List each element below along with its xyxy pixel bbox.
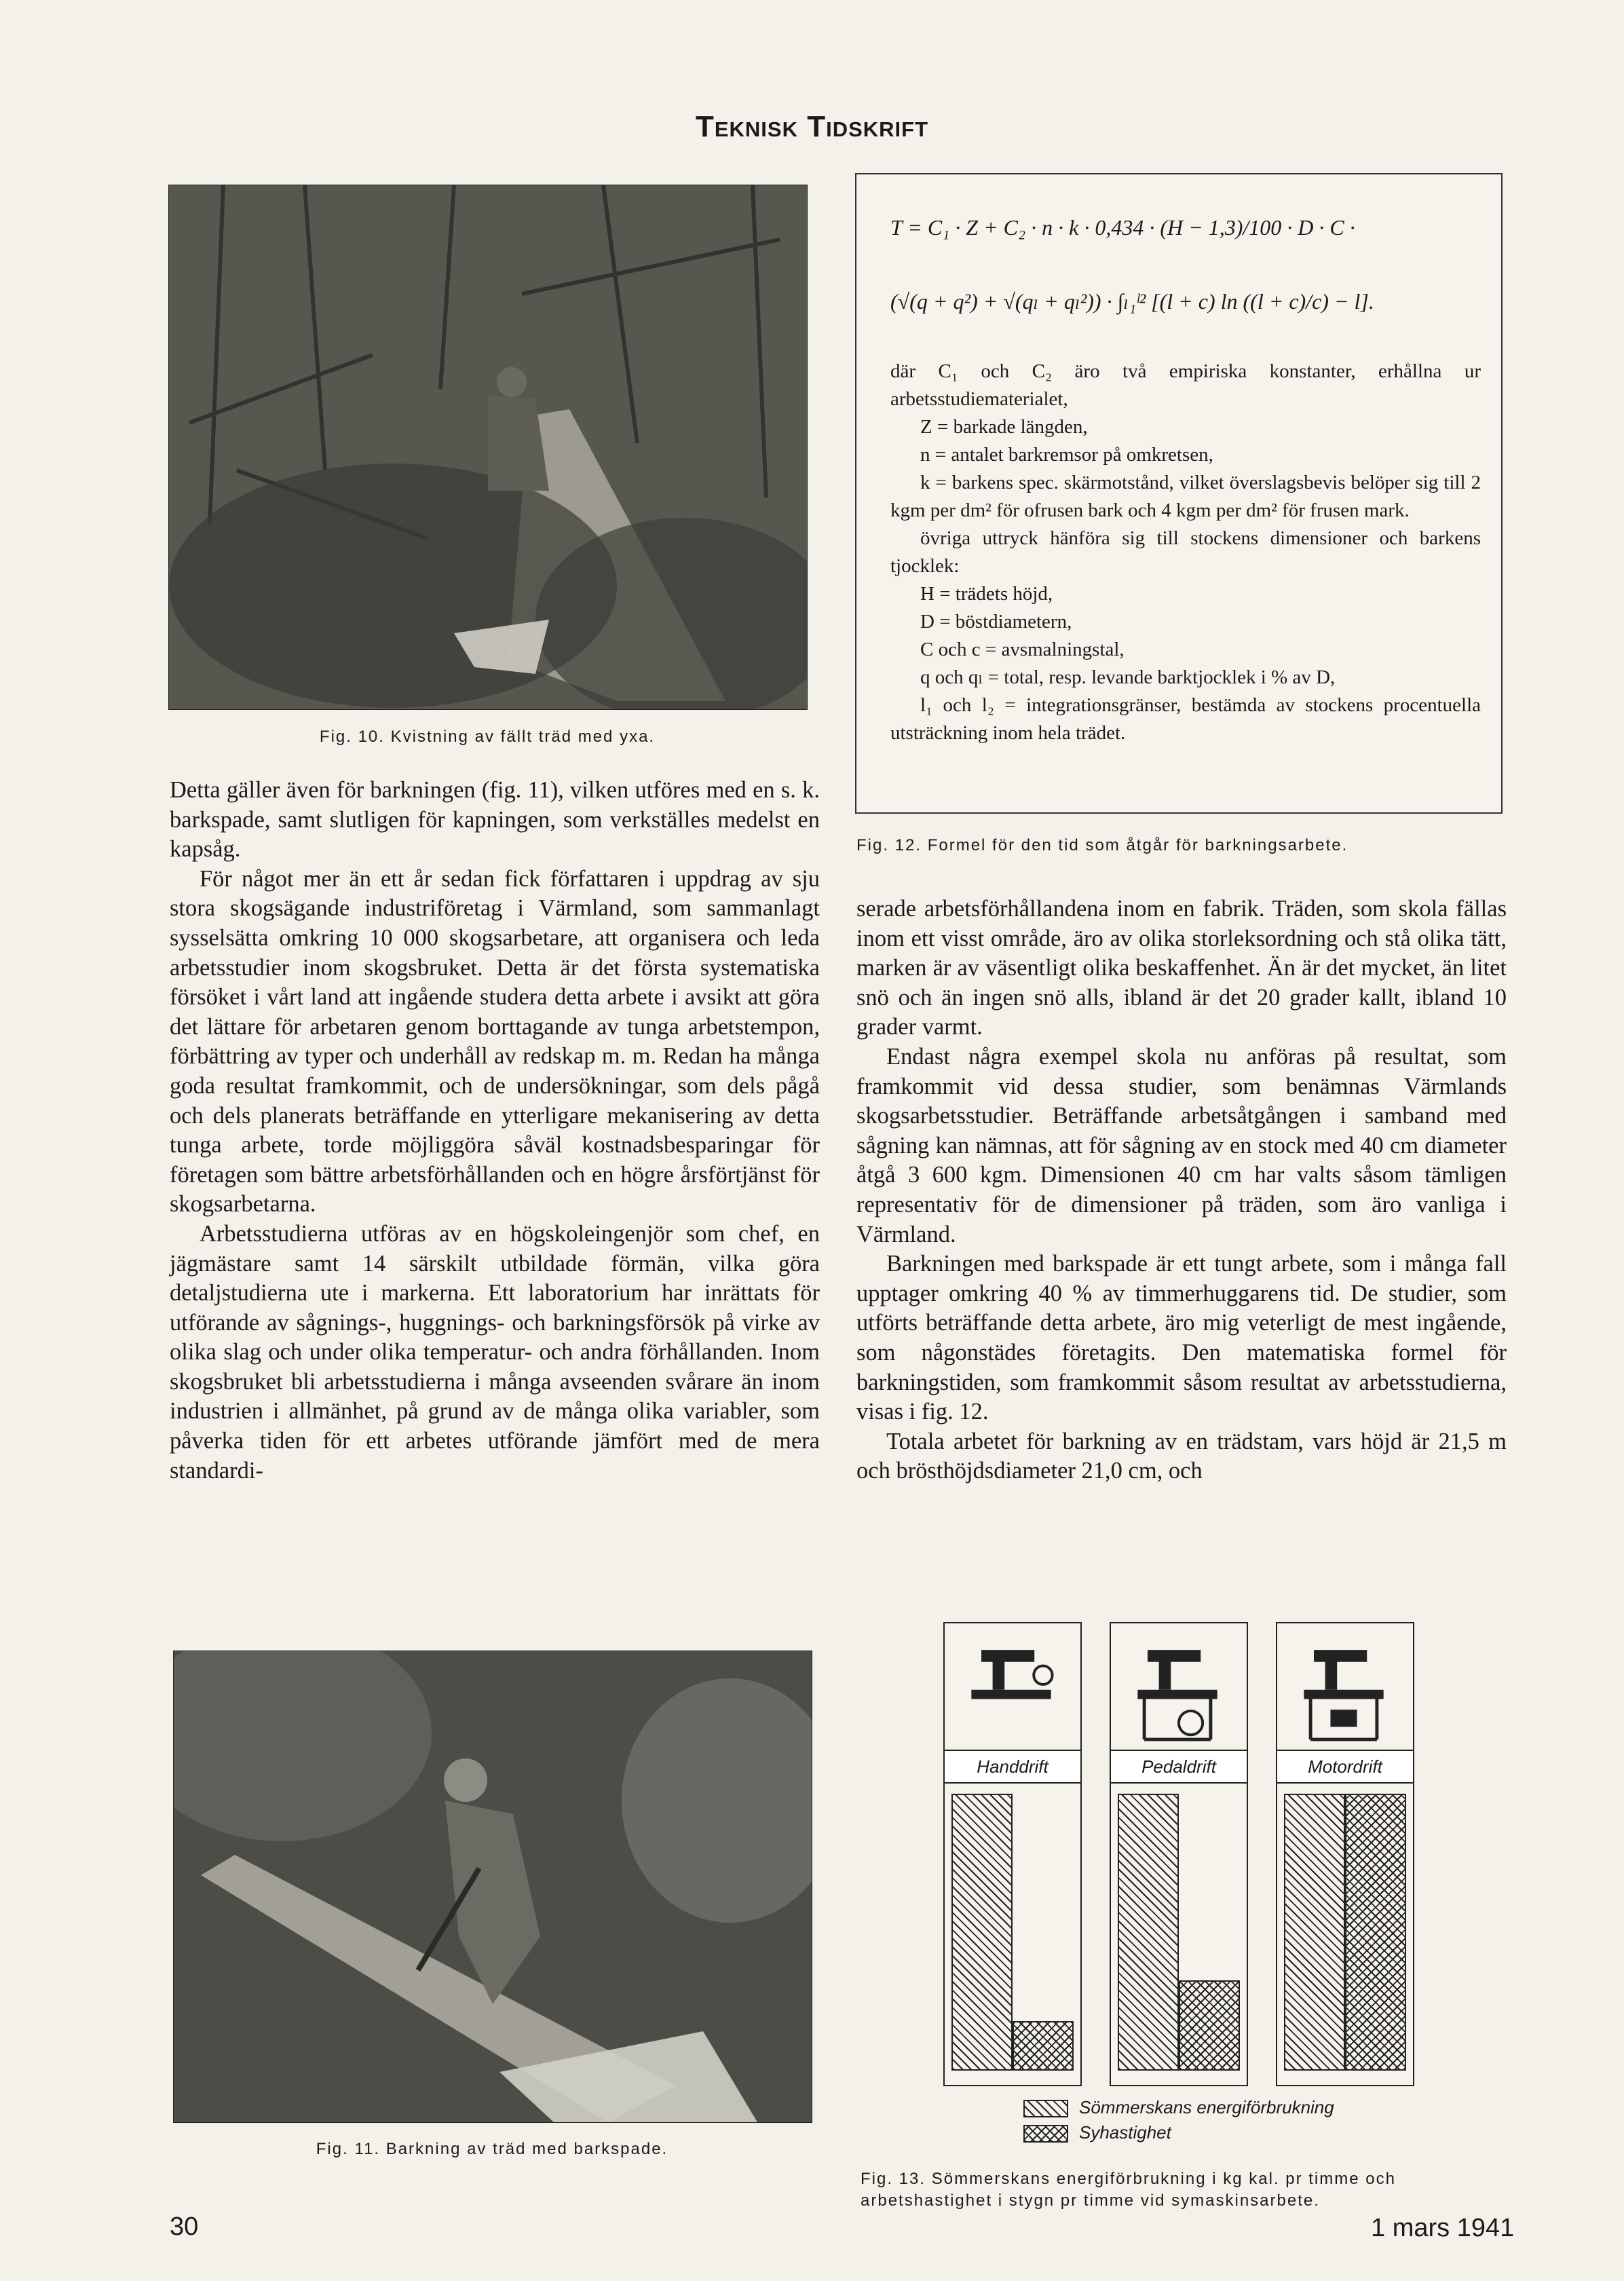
machine-label-pedaldrift: Pedaldrift [1110, 1750, 1248, 1784]
left-paragraph-2: För något mer än ett år sedan fick författaren i uppdrag av sju stora skogsägande industriföretag i Värmland, som sammanlagt sysselsätta omkring 10 000 skogsarbetare, att organisera och leda arbetsstudier inom skogsbruket. Detta är det första systematiska försöket i vårt land att ingående studera detta arbete i avsikt att göra det lättare för arbetaren genom borttagande av tunga arbetstempon, förbättring av typer och underhåll av redskap m. m. Redan ha många goda resultat framkommit, och de undersökningar, som dels pågå och dels planerats beträffande en ytterligare mekanisering av detta tunga arbete, torde möjliggöra såväl kostnadsbesparingar för företagen som bättre arbetsförhållanden och en högre årsförtjänst för skogsarbetarna. [170, 865, 820, 1218]
legend-item-energy [1023, 2097, 1334, 2118]
sewing-machine-icon [1277, 1623, 1410, 1743]
legend-swatch-energy [1023, 2100, 1068, 2117]
definition-c: C och c = avsmalningstal, [920, 639, 1125, 660]
speed-bar-handdrift [1013, 2021, 1074, 2071]
definition-z: Z = barkade längden, [920, 416, 1088, 438]
definition-q: q och qₗ = total, resp. levande barktjocklek i % av D, [920, 666, 1336, 688]
right-paragraph-2: Endast några exempel skola nu anföras på resultat, som framkommit vid dessa studier, som benämnas Värmlands skogsarbetsstudier. Beträffande arbetsåtgången i samband med sågning kan nämnas, att för sågning av en stock med 40 cm diameter åtgå 3 600 kgm. Dimensionen 40 cm har valts såsom tämligen representativ för de dimensioner på träden, som äro vanliga i Värmland. [856, 1043, 1507, 1247]
right-paragraph-1: serade arbetsförhållandena inom en fabrik. Träden, som skola fällas inom ett visst område, äro av olika storleksordning och stå olika tätt, marken är av väsentligt olika beskaffenhet. Än är det mycket, än litet snö och än ingen snö alls, ibland är det 20 grader kallt, ibland 10 grader varmt. [856, 896, 1507, 1040]
energy-bar-handdrift [951, 1794, 1013, 2071]
speed-bar-pedaldrift [1179, 1980, 1240, 2071]
legend-item-speed [1023, 2122, 1334, 2143]
sewing-machine-icon [945, 1623, 1078, 1743]
machine-label-motordrift: Motordrift [1276, 1750, 1414, 1784]
machine-label-handdrift: Handdrift [943, 1750, 1082, 1784]
figure-11-photo [173, 1651, 812, 2123]
right-paragraph-4: Totala arbetet för barkning av en trädstam, vars höjd är 21,5 m och brösthöjdsdiameter 21,0 cm, och [856, 1428, 1507, 1484]
energy-bar-motordrift [1284, 1794, 1345, 2071]
machine-panel-motordrift [1276, 1622, 1414, 2086]
figure-11-caption: Fig. 11. Barkning av träd med barkspade. [316, 2140, 668, 2158]
figure-13-chart [943, 1622, 1418, 2090]
energy-bar-pedaldrift [1118, 1794, 1179, 2071]
definition-constants: där C₁ och C₂ äro två empiriska konstanter, erhållna ur arbetsstudiematerialet, [890, 360, 1481, 410]
bark-peeling-image [174, 1651, 812, 2122]
left-column [170, 776, 820, 1486]
right-column [856, 894, 1507, 1486]
definition-dimensions: övriga uttryck hänföra sig till stockens dimensioner och barkens tjocklek: [890, 527, 1481, 577]
formula-line-1: T = C₁ · Z + C₂ · n · k · 0,434 · (H − 1,3)/100 · D · C · [890, 215, 1355, 240]
page-number: 30 [170, 2212, 199, 2241]
figure-10-caption: Fig. 10. Kvistning av fällt träd med yxa. [319, 728, 656, 746]
legend-label-speed: Syhastighet [1079, 2122, 1171, 2143]
left-paragraph-3: Arbetsstudierna utföras av en högskoleingenjör som chef, en jägmästare samt 14 särskilt utbildade förmän, vilka göra detaljstudierna ute i markerna. Ett laboratorium har inrättats för utförande av sågnings-, huggnings- och barkningsförsök på virke av olika slag och under olika temperatur- och andra förhållanden. Inom skogsbruket bli arbetsstudierna i många avseenden svårare än inom industrien i allmänhet, på grund av de många olika variabler, som påverka tiden för ett arbetes utförande jämfört med de mera standardi- [170, 1220, 820, 1484]
figure-12-caption: Fig. 12. Formel för den tid som åtgår för barkningsarbete. [856, 836, 1348, 854]
figure-13-caption: Fig. 13. Sömmerskans energiförbrukning i kg kal. pr timme och arbetshastighet i stygn pr timme vid symaskinsarbete. [861, 2170, 1396, 2210]
sewing-machine-icon [1111, 1623, 1244, 1743]
figure-10-photo [168, 185, 808, 710]
legend-swatch-speed [1023, 2125, 1068, 2143]
speed-bar-motordrift [1345, 1794, 1406, 2071]
machine-panel-pedaldrift [1110, 1622, 1248, 2086]
issue-date: 1 mars 1941 [1371, 2214, 1515, 2242]
page-title: Teknisk Tidskrift [695, 110, 929, 143]
figure-13-legend [1023, 2097, 1334, 2143]
forest-felling-image [169, 185, 807, 709]
machine-panel-handdrift [943, 1622, 1082, 2086]
formula-definitions [890, 358, 1481, 747]
left-paragraph-1: Detta gäller även för barkningen (fig. 11), vilken utföres med en s. k. barkspade, samt slutligen för kapningen, som verkställes medelst en kapsåg. [170, 777, 820, 863]
formula-box [855, 173, 1503, 814]
definition-n: n = antalet barkremsor på omkretsen, [920, 444, 1213, 466]
definition-l: l₁ och l₂ = integrationsgränser, bestämda av stockens procentuella utsträckning inom hela trädet. [890, 694, 1481, 744]
definition-d: D = böstdiametern, [920, 611, 1072, 633]
right-paragraph-3: Barkningen med barkspade är ett tungt arbete, som i många fall upptager omkring 40 % av timmerhuggarens tid. De studier, som utförts beträffande detta arbete, äro mig veterligt de mest ingående, som någonstädes företagits. Den matematiska formel för barkningstiden, som framkommit såsom resultat av arbetsstudierna, visas i fig. 12. [856, 1251, 1507, 1425]
definition-h: H = trädets höjd, [920, 583, 1053, 605]
definition-k: k = barkens spec. skärmotstånd, vilket överslagsbevis belöper sig till 2 kgm per dm² för ofrusen bark och 4 kgm per dm² för frusen mark. [890, 472, 1481, 521]
formula-line-2: (√(q + q²) + √(qₗ + qₗ²)) · ∫ₗ₁ˡ² [(l + c) ln ((l + c)/c) − l]. [890, 289, 1374, 314]
legend-label-energy: Sömmerskans energiförbrukning [1079, 2097, 1334, 2117]
